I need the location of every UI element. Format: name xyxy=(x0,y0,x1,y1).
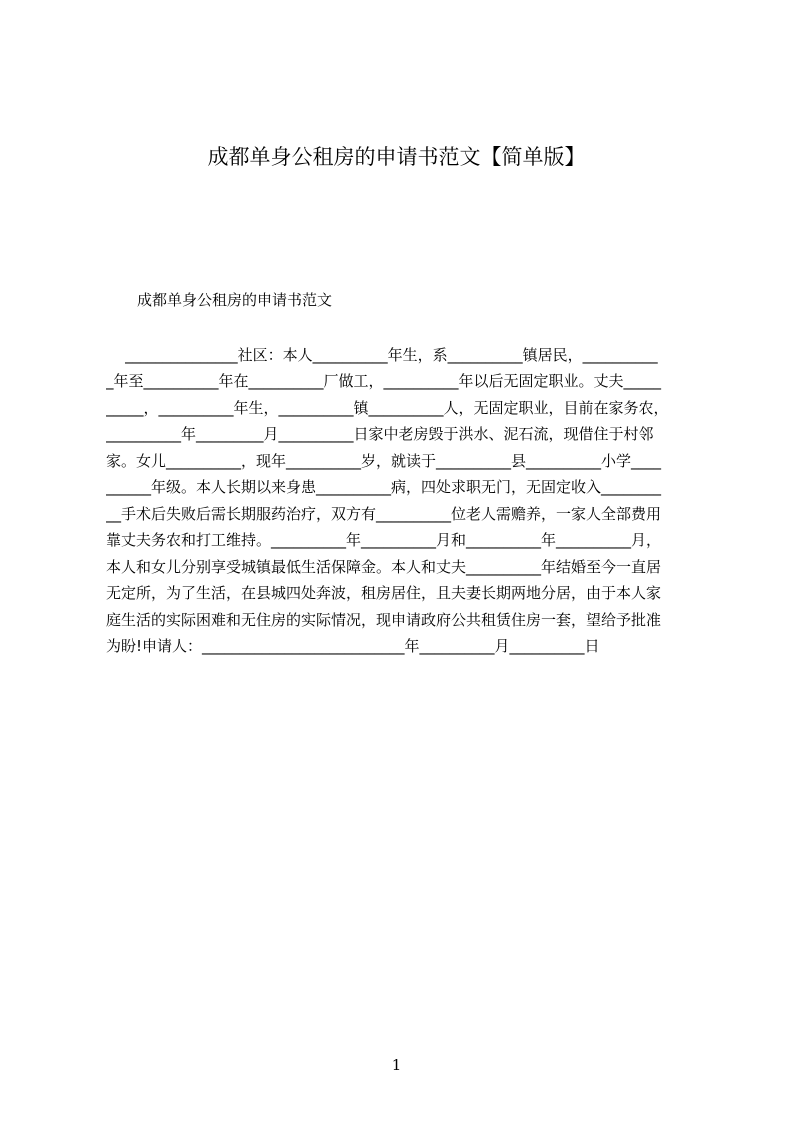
body-line: _____，__________年生，__________镇__________人，无固定职业，目前在家务农， xyxy=(106,399,669,417)
body-line: __________年_________月__________日家中老房毁于洪水、泥石流，现借住于村邻 xyxy=(106,425,654,443)
body-line: ______年级。本人长期以来身患__________病，四处求职无门，无固定收入________ xyxy=(106,478,662,496)
body-line: _______________社区：本人__________年生，系__________镇居民，__________ xyxy=(106,346,658,364)
body-line: _年至__________年在__________厂做工，__________年以后无固定职业。丈夫_____ xyxy=(106,372,662,390)
document-title: 成都单身公租房的申请书范文【简单版】 xyxy=(207,145,586,169)
body-line: 本人和女儿分别享受城镇最低生活保障金。本人和丈夫__________年结婚至今一直居 xyxy=(106,558,662,576)
body-line: 庭生活的实际困难和无住房的实际情况，现申请政府公共租赁住房一套，望给予批准 xyxy=(106,611,662,629)
body-line: 为盼!申请人：___________________________年__________月__________日 xyxy=(106,637,600,655)
body-line: __手术后失败后需长期服药治疗，双方有__________位老人需赡养，一家人全部费用 xyxy=(106,505,662,523)
body-line: 家。女儿__________，现年__________岁，就读于__________县__________小学____ xyxy=(106,452,662,470)
body-line: 无定所，为了生活，在县城四处奔波，租房居住，且夫妻长期两地分居，由于本人家 xyxy=(106,584,662,602)
body-line: 靠丈夫务农和打工维持。__________年__________月和__________年__________月， xyxy=(106,531,662,549)
page-number: 1 xyxy=(391,1056,402,1074)
document-subtitle: 成都单身公租房的申请书范文 xyxy=(137,291,333,309)
